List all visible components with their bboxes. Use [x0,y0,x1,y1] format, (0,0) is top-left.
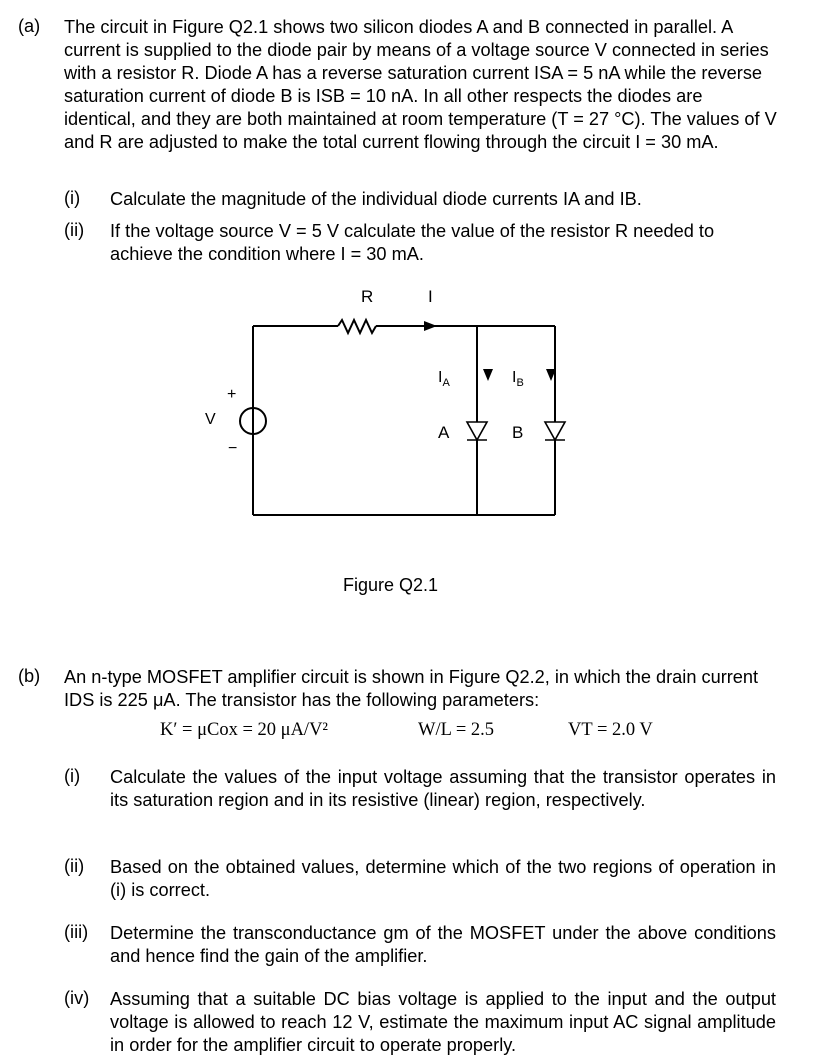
part-a-q1-text: Calculate the magnitude of the individual diode currents IA and IB. [110,189,642,209]
part-a-label: (a) [18,16,41,36]
diode-a-label: A [438,423,450,442]
part-b-q1-text: Calculate the values of the input voltage assuming that the transistor operates in its saturation region and in its resistive (linear) region, respectively. [110,767,776,810]
part-b-q4-label: (iv) [64,988,90,1008]
diode-a-symbol [467,422,487,440]
ia-subscript: A [442,377,450,390]
diode-b-symbol [545,422,565,440]
current-label: I [428,287,433,306]
plus-sign: + [227,386,237,403]
param-w-over-l: W/L = 2.5 [418,720,495,740]
part-b-q2-label: (ii) [64,856,85,876]
part-b-q4-text: Assuming that a suitable DC bias voltage is applied to the input and the output voltage is allowed to reach 12 V, estimate the maximum input AC signal amplitude in order for the amplifier circuit to operate properly. [110,989,776,1055]
figure-caption: Figure Q2.1 [343,575,439,595]
param-k-prime: K′ = μCox = 20 μA/V² [160,720,328,740]
part-b-q1-label: (i) [64,766,81,786]
part-b-intro: An n-type MOSFET amplifier circuit is shown in Figure Q2.2, in which the drain current IDS is 225 μA. The transistor has the following parameters: [64,667,759,710]
resistor-symbol [338,320,376,333]
diode-b-label: B [512,423,524,442]
diode-b-current-label: $I_B$ [512,369,524,390]
circuit-wires [253,320,555,515]
diode-a-current-label: $I_A$ [438,369,450,390]
minus-sign: − [228,440,238,457]
part-b-q2-text: Based on the obtained values, determine which of the two regions of operation in (i) is correct. [110,857,776,900]
param-vt: VT = 2.0 V [568,720,653,740]
voltage-source-symbol [240,408,266,434]
part-b-q3-label: (iii) [64,922,89,942]
part-a-intro: The circuit in Figure Q2.1 shows two silicon diodes A and B connected in parallel. A current is supplied to the diode pair by means of a voltage source V connected in series with a resistor R. Diode A has a reverse saturation current ISA = 5 nA while the reverse saturation current of diode B is ISB = 10 nA. In all other respects the diodes are identical, and they are both maintained at room temperature (T = 27 °C). The values of V and R are adjusted to make the total current flowing through the circuit I = 30 mA. [64,17,777,152]
current-arrow-ia [483,369,493,381]
resistor-label: R [361,287,374,306]
current-arrow-i [424,321,437,331]
source-label: V [205,411,216,428]
part-a-q2-label: (ii) [64,220,85,240]
part-b-label: (b) [18,666,41,686]
ib-subscript: B [516,377,524,390]
part-a-q2-text: If the voltage source V = 5 V calculate the value of the resistor R needed to achieve the condition where I = 30 mA. [110,221,715,264]
part-b-q3-text: Determine the transconductance gm of the MOSFET under the above conditions and hence find the gain of the amplifier. [110,923,776,966]
part-a-q1-label: (i) [64,188,81,208]
